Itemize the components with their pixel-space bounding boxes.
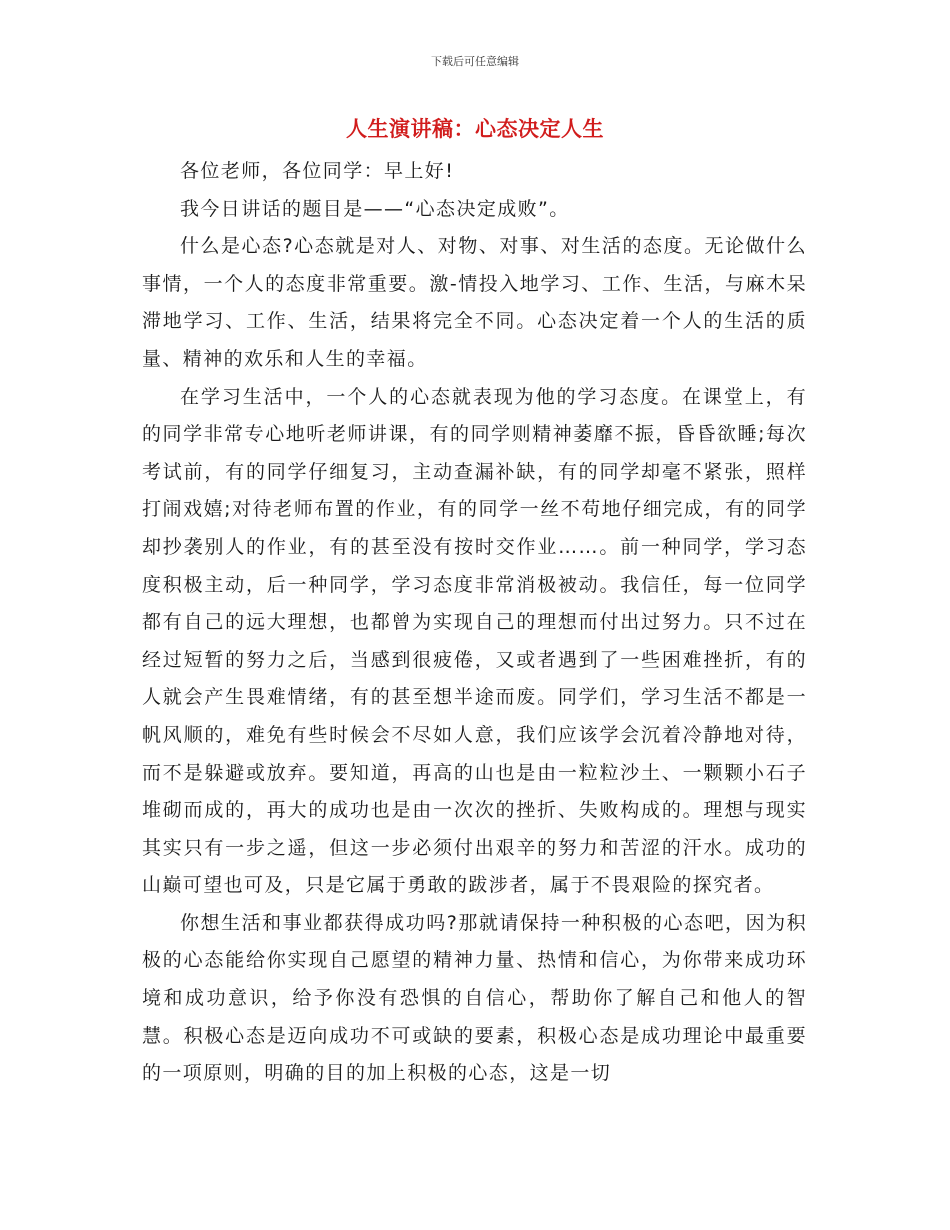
page-header-note: 下载后可任意编辑 xyxy=(431,55,519,68)
document-body xyxy=(142,153,807,1093)
paragraph-study-life: 在学习生活中，一个人的心态就表现为他的学习态度。在课堂上，有的同学非常专心地听老师讲课，有的同学则精神萎靡不振，昏昏欲睡;每次考试前，有的同学仔细复习，主动查漏补缺，有的同学却毫不紧张，照样打闹戏嬉;对待老师布置的作业，有的同学一丝不苟地仔细完成，有的同学却抄袭别人的作业，有的甚至没有按时交作业……。前一种同学，学习态度积极主动，后一种同学，学习态度非常消极被动。我信任，每一位同学都有自己的远大理想，也都曾为实现自己的理想而付出过努力。只不过在经过短暂的努力之后，当感到很疲倦，又或者遇到了一些困难挫折，有的人就会产生畏难情绪，有的甚至想半途而废。同学们，学习生活不都是一帆风顺的，难免有些时候会不尽如人意，我们应该学会沉着冷静地对待，而不是躲避或放弃。要知道，再高的山也是由一粒粒沙土、一颗颗小石子堆砌而成的，再大的成功也是由一次次的挫折、失败构成的。理想与现实其实只有一步之遥，但这一步必须付出艰辛的努力和苦涩的汗水。成功的山巅可望也可及，只是它属于勇敢的跋涉者，属于不畏艰险的探究者。 xyxy=(142,385,807,897)
document-title: 人生演讲稿：心态决定人生 xyxy=(346,117,604,141)
paragraph-topic: 我今日讲话的题目是——“心态决定成败”。 xyxy=(180,197,570,220)
paragraph-definition: 什么是心态?心态就是对人、对物、对事、对生活的态度。无论做什么事情，一个人的态度非常重要。激-情投入地学习、工作、生活，与麻木呆滞地学习、工作、生活，结果将完全不同。心态决定着一个人的生活的质量、精神的欢乐和人生的幸福。 xyxy=(142,235,807,370)
paragraph-greeting: 各位老师，各位同学：早上好! xyxy=(180,160,455,182)
paragraph-positive-mindset: 你想生活和事业都获得成功吗?那就请保持一种积极的心态吧，因为积极的心态能给你实现自己愿望的精神力量、热情和信心，为你带来成功环境和成功意识，给予你没有恐惧的自信心，帮助你了解自己和他人的智慧。积极心态是迈向成功不可或缺的要素，积极心态是成功理论中最重要的一项原则，明确的目的加上积极的心态，这是一切 xyxy=(142,911,807,1085)
